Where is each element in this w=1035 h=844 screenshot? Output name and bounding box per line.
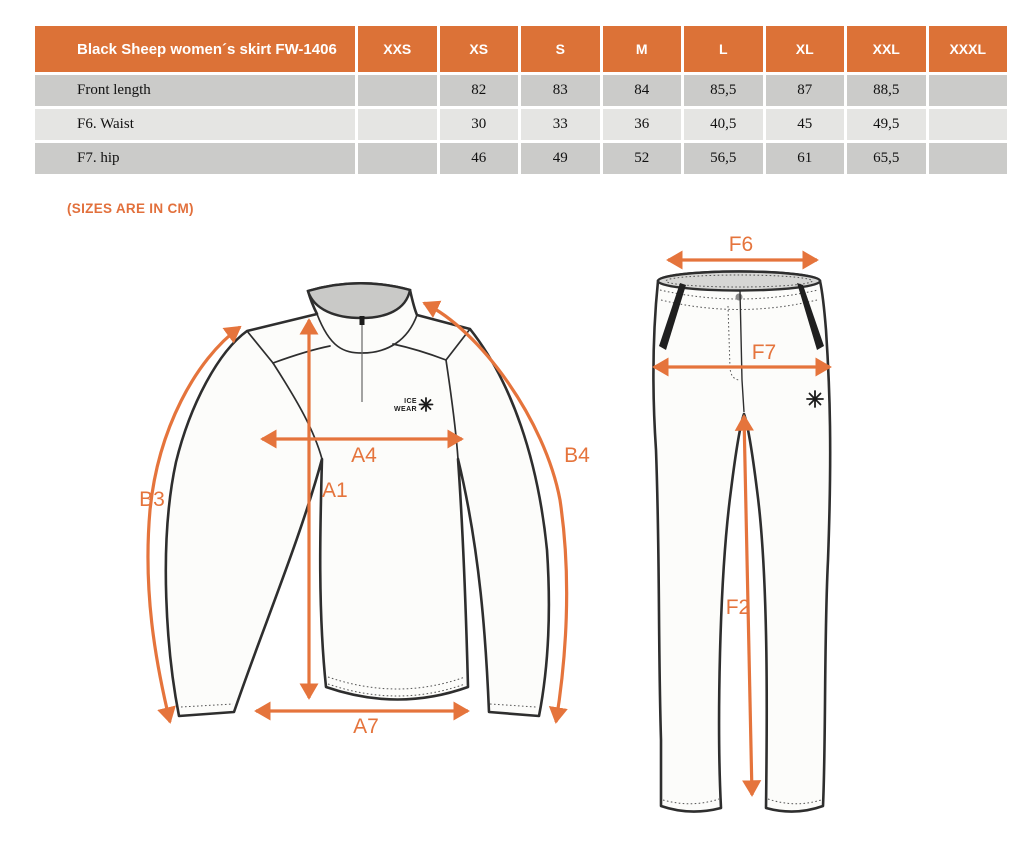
row-label: F7. hip	[35, 143, 355, 174]
measure-label-b4: B4	[564, 444, 590, 467]
value-cell: 85,5	[684, 75, 763, 106]
value-cell: 65,5	[847, 143, 926, 174]
shirt-drawing	[166, 283, 549, 716]
value-cell: 36	[603, 109, 682, 140]
value-cell: 52	[603, 143, 682, 174]
measure-label-a4: A4	[351, 444, 377, 467]
size-header-xxs: XXS	[358, 26, 437, 72]
size-header-xxxl: XXXL	[929, 26, 1008, 72]
size-header-xs: XS	[440, 26, 519, 72]
value-cell: 40,5	[684, 109, 763, 140]
value-cell: 30	[440, 109, 519, 140]
value-cell: 46	[440, 143, 519, 174]
value-cell: 87	[766, 75, 845, 106]
product-title: Black Sheep women´s skirt FW-1406	[35, 26, 355, 72]
icewear-logo-line1: ICE	[404, 398, 417, 405]
value-cell: 33	[521, 109, 600, 140]
measure-label-f6: F6	[728, 233, 754, 256]
zipper-pull	[360, 316, 365, 325]
measure-label-b3: B3	[139, 488, 165, 511]
value-cell: 83	[521, 75, 600, 106]
value-cell: 49,5	[847, 109, 926, 140]
value-cell: 45	[766, 109, 845, 140]
measure-label-a7: A7	[353, 715, 379, 738]
value-cell: 82	[440, 75, 519, 106]
snowflake-icon	[420, 398, 433, 411]
value-cell: 61	[766, 143, 845, 174]
shirt-silhouette	[166, 283, 549, 716]
icewear-logo-line2: WEAR	[394, 406, 417, 413]
waist-button	[736, 294, 743, 301]
pants-drawing	[654, 272, 831, 812]
size-header-xxl: XXL	[847, 26, 926, 72]
measure-label-f2: F2	[725, 596, 751, 619]
snowflake-icon	[807, 391, 823, 407]
size-header-xl: XL	[766, 26, 845, 72]
value-cell: 88,5	[847, 75, 926, 106]
value-cell: 56,5	[684, 143, 763, 174]
size-header-l: L	[684, 26, 763, 72]
value-cell: 49	[521, 143, 600, 174]
row-label: F6. Waist	[35, 109, 355, 140]
size-header-s: S	[521, 26, 600, 72]
value-cell: 84	[603, 75, 682, 106]
measure-label-a1: A1	[322, 479, 348, 502]
size-header-m: M	[603, 26, 682, 72]
measure-label-f7: F7	[751, 341, 777, 364]
row-label: Front length	[35, 75, 355, 106]
sizes-in-cm-note: (SIZES ARE IN CM)	[67, 201, 194, 216]
